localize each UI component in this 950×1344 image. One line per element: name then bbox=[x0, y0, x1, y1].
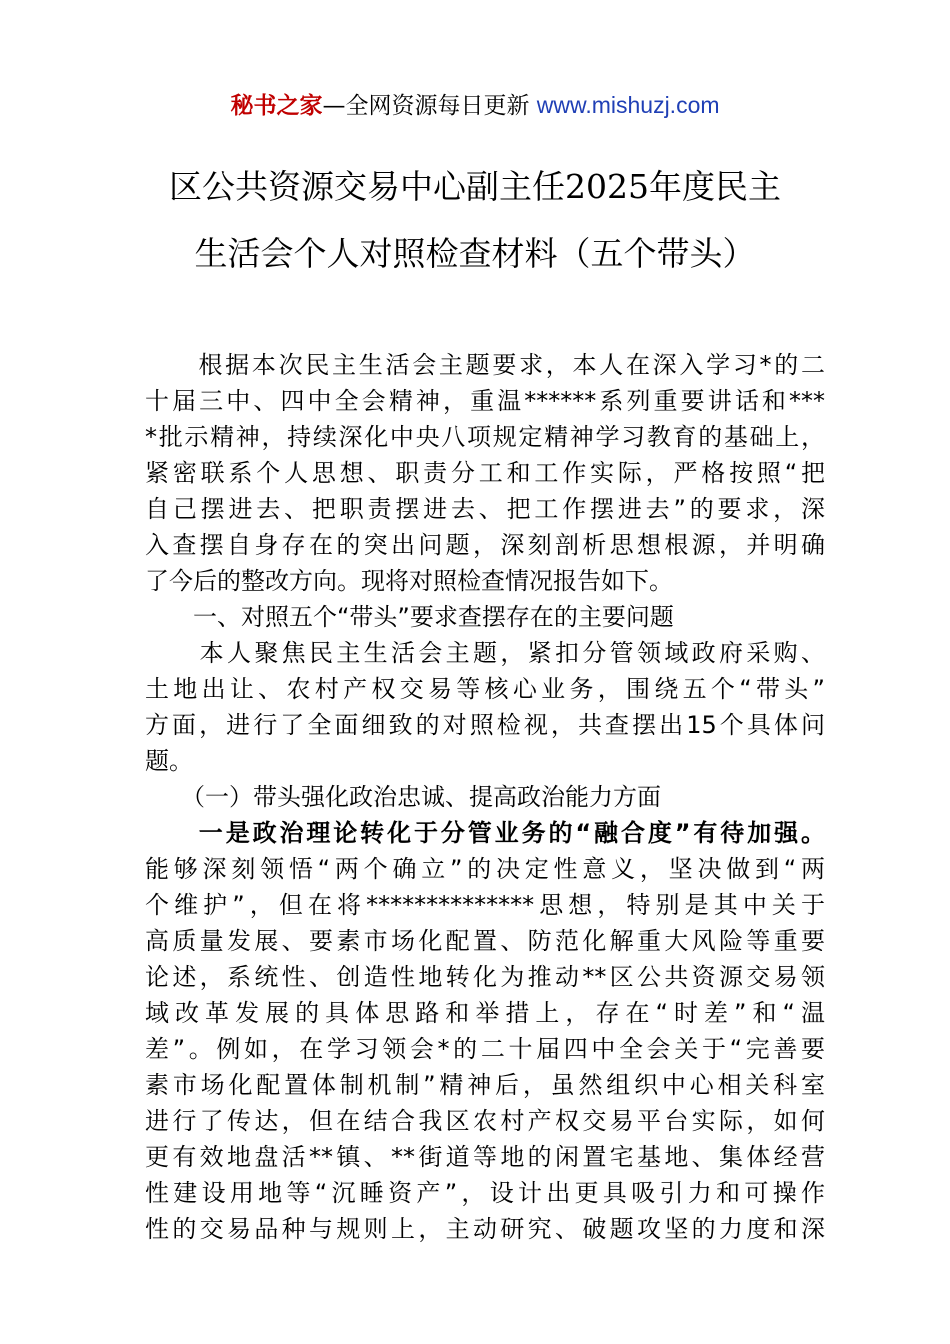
body-line: 方面，进行了全面细致的对照检视，共查摆出15个具体问 bbox=[145, 711, 825, 739]
body-line: 素市场化配置体制机制”精神后，虽然组织中心相关科室 bbox=[145, 1071, 825, 1099]
body-line: 了今后的整改方向。现将对照检查情况报告如下。 bbox=[145, 567, 673, 595]
body-line: 进行了传达，但在结合我区农村产权交易平台实际，如何 bbox=[145, 1107, 825, 1135]
body-line: 高质量发展、要素市场化配置、防范化解重大风险等重要 bbox=[145, 927, 825, 955]
body-line: 入查摆自身存在的突出问题，深刻剖析思想根源，并明确 bbox=[145, 531, 825, 559]
body-line: 个维护”，但在将**************思想，特别是其中关于 bbox=[145, 891, 825, 919]
section-heading: 一、对照五个“带头”要求查摆存在的主要问题 bbox=[145, 603, 674, 631]
body-line: 根据本次民主生活会主题要求，本人在深入学习*的二 bbox=[145, 351, 825, 379]
brand-name: 秘书之家 bbox=[230, 93, 323, 119]
body-line: 题。 bbox=[145, 747, 193, 775]
body-line: 自己摆进去、把职责摆进去、把工作摆进去”的要求，深 bbox=[145, 495, 825, 523]
body-line: 本人聚焦民主生活会主题，紧扣分管领域政府采购、 bbox=[145, 639, 825, 667]
body-line: 紧密联系个人思想、职责分工和工作实际，严格按照“把 bbox=[145, 459, 825, 487]
body-line: 论述，系统性、创造性地转化为推动**区公共资源交易领 bbox=[145, 963, 825, 991]
site-url[interactable]: www.mishuzj.com bbox=[536, 92, 720, 118]
subsection-heading: （一）带头强化政治忠诚、提高政治能力方面 bbox=[145, 783, 661, 811]
header-tagline: —全网资源每日更新 bbox=[322, 93, 530, 119]
body-line: 性建设用地等“沉睡资产”，设计出更具吸引力和可操作 bbox=[145, 1179, 825, 1207]
body-line: 能够深刻领悟“两个确立”的决定性意义，坚决做到“两 bbox=[145, 855, 825, 883]
document-title-line-2: 生活会个人对照检查材料（五个带头） bbox=[194, 234, 756, 273]
body-line: 差”。例如，在学习领会*的二十届四中全会关于“完善要 bbox=[145, 1035, 825, 1063]
body-line: 更有效地盘活**镇、**街道等地的闲置宅基地、集体经营 bbox=[145, 1143, 825, 1171]
body-line: 十届三中、四中全会精神，重温******系列重要讲话和*** bbox=[145, 387, 825, 415]
body-line: 土地出让、农村产权交易等核心业务，围绕五个“带头” bbox=[145, 675, 825, 703]
site-header bbox=[0, 88, 950, 123]
document-title-line-1: 区公共资源交易中心副主任2025年度民主 bbox=[169, 167, 781, 206]
body-line: 性的交易品种与规则上，主动研究、破题攻坚的力度和深 bbox=[145, 1215, 825, 1243]
body-line: *批示精神，持续深化中央八项规定精神学习教育的基础上， bbox=[145, 423, 825, 451]
bold-point-heading: 一是政治理论转化于分管业务的“融合度”有待加强。 bbox=[145, 819, 825, 847]
body-line: 域改革发展的具体思路和举措上，存在“时差”和“温 bbox=[145, 999, 825, 1027]
